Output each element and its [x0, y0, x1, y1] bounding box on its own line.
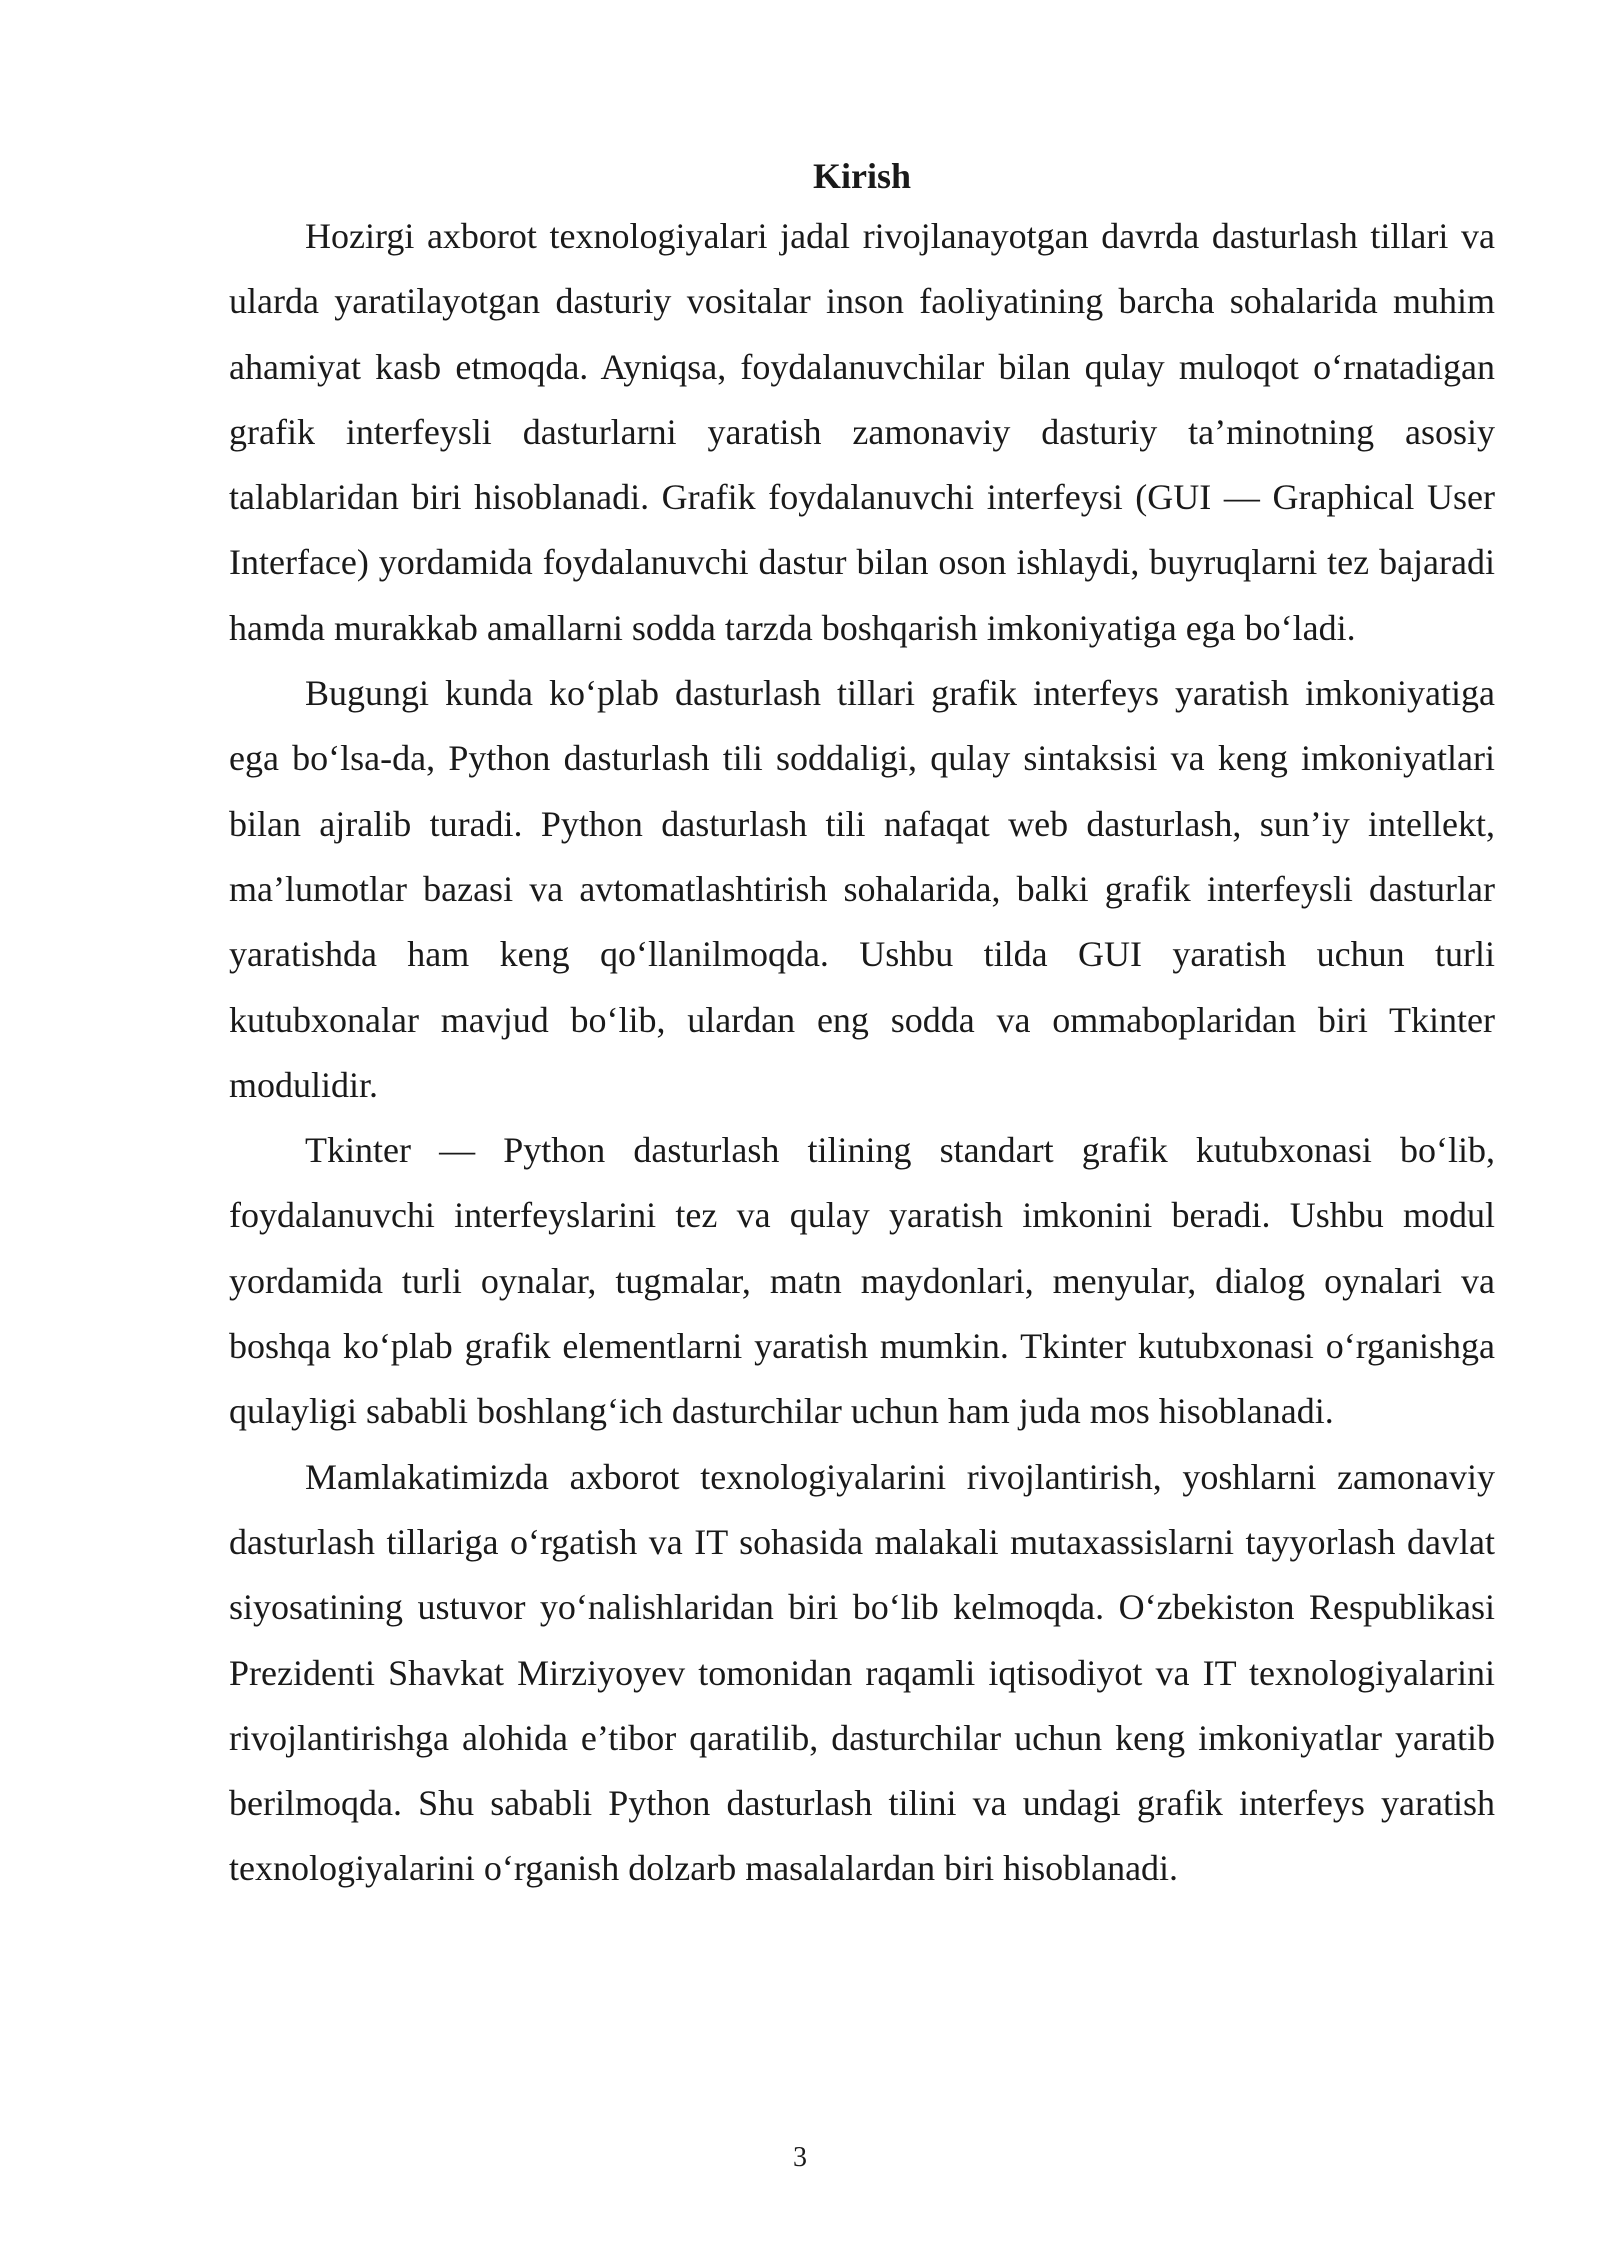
- document-page: [229, 148, 1495, 1902]
- page-title: Kirish: [812, 156, 911, 196]
- paragraph-4: Mamlakatimizda axborot texnologiyalarini rivojlantirish, yoshlarni zamonaviy dasturlash tillariga o‘rgatish va IT sohasida malakali mutaxassislarni tayyorlash davlat siyosatining ustuvor yo‘nalishlaridan biri bo‘lib kelmoqda. O‘zbekiston Respublikasi Prezidenti Shavkat Mirziyoyev tomonidan raqamli iqtisodiyot va IT texnologiyalarini rivojlantirishga alohida e’tibor qaratilib, dasturchilar uchun keng imkoniyatlar yaratib berilmoqda. Shu sababli Python dasturlash tilini va undagi grafik interfeys yaratish texnologiyalarini o‘rganish dolzarb masalalardan biri hisoblanadi.: [229, 1456, 1495, 1889]
- paragraph-1: Hozirgi axborot texnologiyalari jadal rivojlanayotgan davrda dasturlash tillari va ularda yaratilayotgan dasturiy vositalar inson faoliyatining barcha sohalarida muhim ahamiyat kasb etmoqda. Ayniqsa, foydalanuvchilar bilan qulay muloqot o‘rnatadigan grafik interfeysli dasturlarni yaratish zamonaviy dasturiy ta’minotning asosiy talablaridan biri hisoblanadi. Grafik foydalanuvchi interfeysi (GUI — Graphical User Interface) yordamida foydalanuvchi dastur bilan oson ishlaydi, buyruqlarni tez bajaradi hamda murakkab amallarni sodda tarzda boshqarish imkoniyatiga ega bo‘ladi.: [229, 216, 1495, 648]
- paragraph-3: Tkinter — Python dasturlash tilining standart grafik kutubxonasi bo‘lib, foydalanuvchi interfeyslarini tez va qulay yaratish imkonini beradi. Ushbu modul yordamida turli oynalar, tugmalar, matn maydonlari, menyular, dialog oynalari va boshqa ko‘plab grafik elementlarni yaratish mumkin. Tkinter kutubxonasi o‘rganishga qulayligi sababli boshlang‘ich dasturchilar uchun ham juda mos hisoblanadi.: [229, 1130, 1495, 1432]
- page-number: 3: [793, 2142, 807, 2173]
- paragraph-2: Bugungi kunda ko‘plab dasturlash tillari grafik interfeys yaratish imkoniyatiga ega bo‘lsa-da, Python dasturlash tili soddaligi, qulay sintaksisi va keng imkoniyatlari bilan ajralib turadi. Python dasturlash tili nafaqat web dasturlash, sun’iy intellekt, ma’lumotlar bazasi va avtomatlashtirish sohalarida, balki grafik interfeysli dasturlar yaratishda ham keng qo‘llanilmoqda. Ushbu tilda GUI yaratish uchun turli kutubxonalar mavjud bo‘lib, ulardan eng sodda va ommaboplaridan biri Tkinter modulidir.: [229, 673, 1495, 1105]
